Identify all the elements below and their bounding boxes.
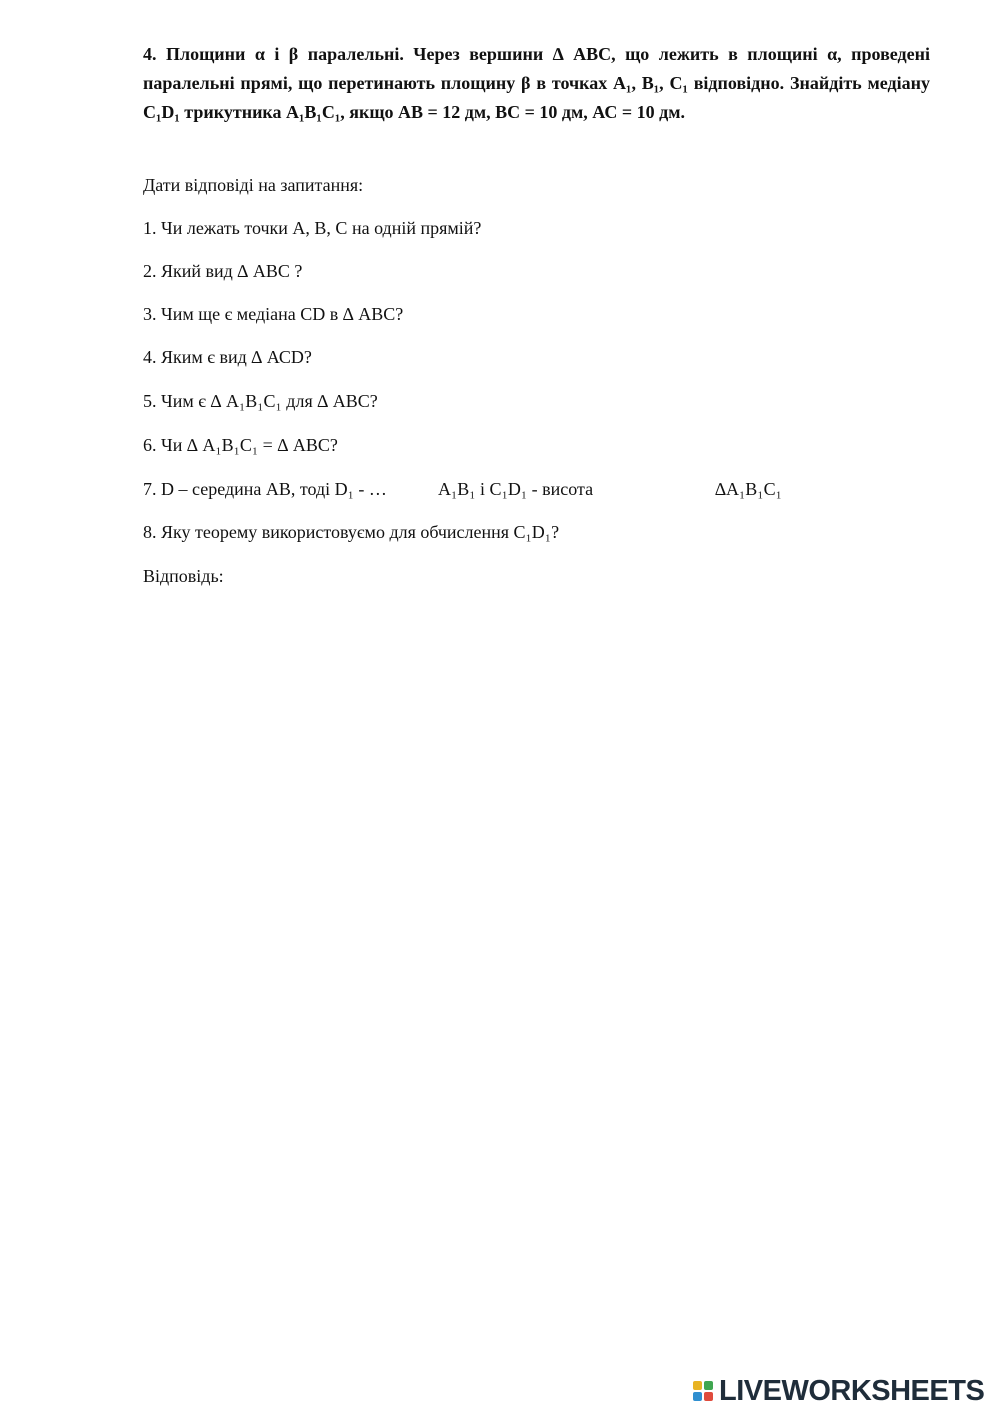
liveworksheets-logo [693,1376,984,1406]
question-7-part2: А₁В₁ і С₁D₁ - висота [438,479,594,499]
question-7 [143,477,930,501]
worksheet-page [143,40,931,586]
logo-square-3 [693,1392,702,1401]
question-8: 8. Яку теорему використовуємо для обчислення С₁D₁? [143,522,560,542]
question-7-part3: ∆А₁В₁С₁ [715,479,782,499]
problem-text: Площини α і β паралельні. Через вершини ∆ АВС, що лежить в площині α, проведені паралельні прямі, що перетинають площину β в точках А₁, В₁, С₁ відповідно. Знайдіть медіану С₁D₁ трикутника А₁В₁С₁, якщо АВ = 12 дм, ВС = 10 дм, АС = 10 дм. [143,44,931,122]
question-1: 1. Чи лежать точки А, В, С на одній прямій? [143,218,482,238]
problem-number: 4. [143,44,157,64]
logo-square-1 [693,1381,702,1390]
problem-statement [143,40,930,127]
answer-label: Відповідь: [143,566,224,586]
question-2: 2. Який вид ∆ АВС ? [143,261,303,281]
question-7-text: 7. D – середина АВ, тоді D₁ - … [143,479,387,499]
logo-mark-icon [693,1381,713,1401]
logo-square-2 [704,1381,713,1390]
question-5: 5. Чим є ∆ А₁В₁С₁ для ∆ АВС? [143,391,378,411]
questions-intro: Дати відповіді на запитання: [143,175,364,195]
question-6: 6. Чи ∆ А₁В₁С₁ = ∆ АВС? [143,435,338,455]
logo-square-4 [704,1392,713,1401]
logo-text: LIVEWORKSHEETS [719,1374,985,1407]
question-3: 3. Чим ще є медіана CD в ∆ АВС? [143,304,404,324]
question-4: 4. Яким є вид ∆ АСD? [143,347,312,367]
